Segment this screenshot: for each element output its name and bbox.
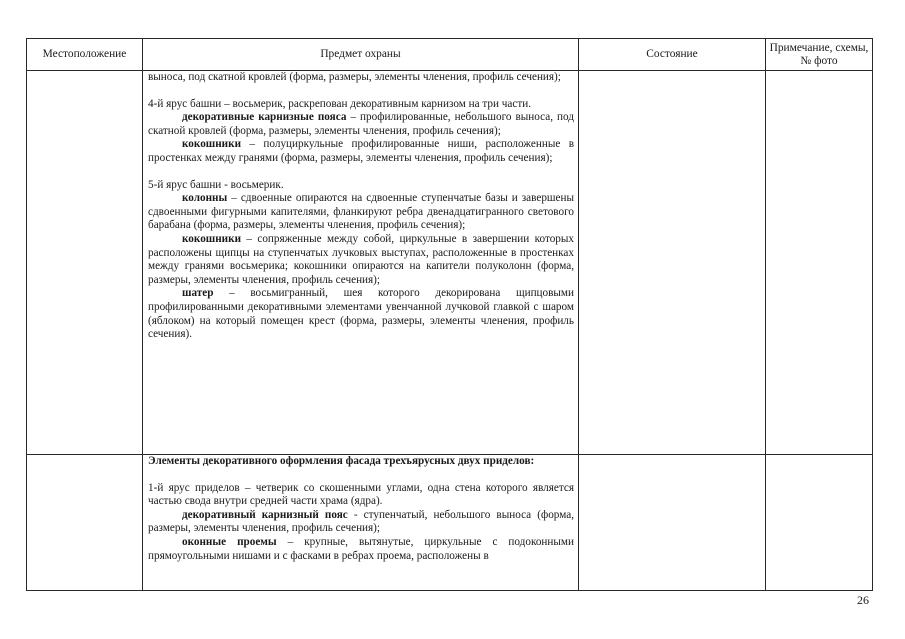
paragraph: кокошники – сопряженные между собой, циркульные в завершении которых расположены щипцы на ступенчатых лучковых выступах, расположенные в простенках между гранями восьмерика; кокошники опираются на капители полуколонн (форма, размеры, элементы членения, профиль сечения); bbox=[148, 232, 574, 286]
header-subject: Предмет охраны bbox=[143, 39, 579, 71]
term: кокошники bbox=[182, 232, 242, 245]
note-cell bbox=[766, 455, 873, 591]
term: оконные проемы bbox=[182, 535, 277, 548]
header-condition: Состояние bbox=[579, 39, 766, 71]
paragraph: 5-й ярус башни - восьмерик. bbox=[148, 178, 284, 191]
condition-cell bbox=[579, 71, 766, 455]
condition-cell bbox=[579, 455, 766, 591]
location-cell bbox=[27, 71, 143, 455]
page-number: 26 bbox=[857, 593, 869, 607]
paragraph: выноса, под скатной кровлей (форма, размеры, элементы членения, профиль сечения); bbox=[148, 71, 561, 83]
paragraph: декоративные карнизные пояса – профилированные, небольшого выноса, под скатной кровлей (форма, размеры, элементы членения, профиль сечения); bbox=[148, 111, 574, 137]
term: колонны bbox=[182, 192, 228, 205]
table-row bbox=[27, 71, 873, 455]
subject-cell bbox=[143, 71, 579, 455]
note-cell bbox=[766, 71, 873, 455]
paragraph: кокошники – полуциркульные профилированные ниши, расположенные в простенках между гранями (форма, размеры, элементы членения, профиль сечения); bbox=[148, 138, 574, 164]
paragraph: 4-й ярус башни – восьмерик, раскрепован декоративным карнизом на три части. bbox=[148, 97, 531, 110]
paragraph: декоративный карнизный пояс - ступенчатый, небольшого выноса (форма, размеры, элементы членения, профиль сечения); bbox=[148, 508, 574, 535]
term: шатер bbox=[182, 287, 214, 300]
paragraph: шатер – восьмигранный, шея которого декорирована щипцовыми профилированными декоративными элементами увенчанной лучковой главкой с шаром (яблоком) на который помещен крест (форма, размеры, элементы членения, профиль сечения). bbox=[148, 287, 574, 341]
table-row bbox=[27, 455, 873, 591]
term: декоративный карнизный пояс bbox=[182, 508, 348, 521]
header-location: Местоположение bbox=[27, 39, 143, 71]
term: кокошники bbox=[182, 138, 242, 151]
paragraph: 1-й ярус приделов – четверик со скошенными углами, одна стена которого является частью свода внутри средней части храма (ядра). bbox=[148, 481, 574, 508]
term: декоративные карнизные пояса bbox=[182, 111, 347, 124]
table-header-row bbox=[27, 39, 873, 71]
subject-cell bbox=[143, 455, 579, 591]
location-cell bbox=[27, 455, 143, 591]
paragraph: оконные проемы – крупные, вытянутые, циркульные с подоконными прямоугольными нишами и с фасками в ребрах проема, расположены в bbox=[148, 535, 574, 562]
protection-table bbox=[26, 38, 873, 591]
section-heading: Элементы декоративного оформления фасада трехъярусных двух приделов: bbox=[148, 455, 535, 467]
header-note: Примечание, схемы, № фото bbox=[766, 39, 873, 71]
paragraph: колонны – сдвоенные опираются на сдвоенные ступенчатые базы и завершены сдвоенными фигурными капителями, фланкируют ребра двенадцатигранного светового барабана (форма, размеры, элементы членения, профиль сечения); bbox=[148, 192, 574, 232]
